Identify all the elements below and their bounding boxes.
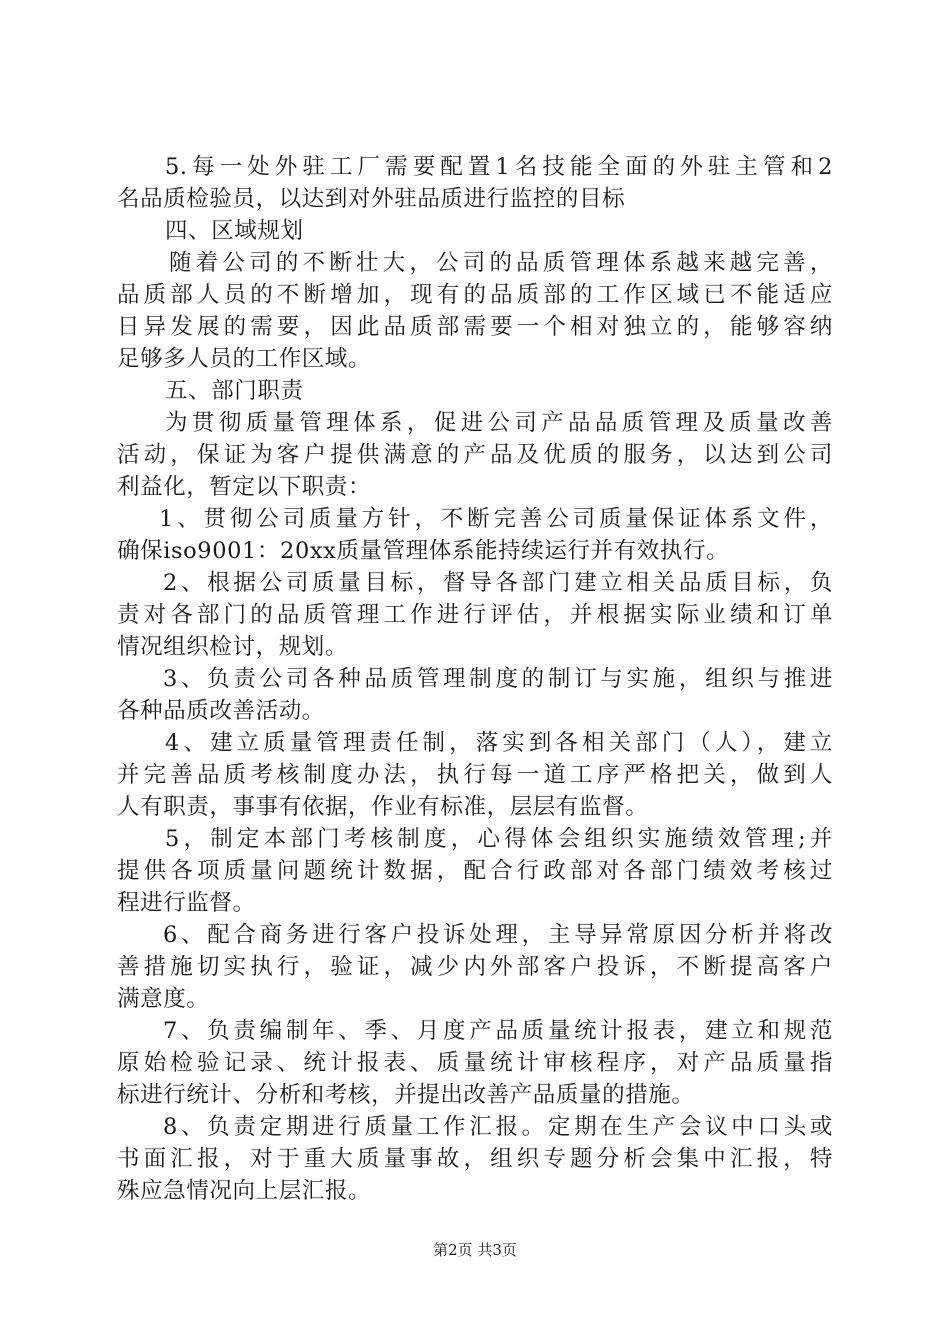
text-line: 书面汇报，对于重大质量事故，组织专题分析会集中汇报，特 (117, 1146, 833, 1172)
text-line: 3、负责公司各种品质管理制度的制订与实施，组织与推进 (163, 666, 833, 692)
text-line: 足够多人员的工作区域。 (117, 346, 372, 372)
paragraph-h4 (117, 215, 833, 247)
paragraph-i7 (117, 1015, 833, 1111)
text-line: 殊应急情况向上层汇报。 (117, 1178, 372, 1204)
paragraph-p1 (117, 151, 833, 215)
text-line: 程进行监督。 (117, 890, 256, 916)
document-body (117, 151, 833, 1207)
text-line: 6、配合商务进行客户投诉处理，主导异常原因分析并将改 (163, 922, 833, 948)
text-line: 名品质检验员，以达到对外驻品质进行监控的目标 (117, 186, 626, 212)
text-line: 8、负责定期进行质量工作汇报。定期在生产会议中口头或 (163, 1114, 833, 1140)
paragraph-i5 (117, 823, 833, 919)
text-line: 2、根据公司质量目标，督导各部门建立相关品质目标，负 (163, 570, 833, 596)
text-line: 各种品质改善活动。 (117, 698, 325, 724)
text-line: 1、贯彻公司质量方针，不断完善公司质量保证体系文件， (159, 506, 833, 532)
paragraph-i8 (117, 1111, 833, 1207)
text-line: 5.每一处外驻工厂需要配置1名技能全面的外驻主管和2 (165, 154, 833, 180)
paragraph-i4 (117, 727, 833, 823)
text-line: 为贯彻质量管理体系，促进公司产品品质管理及质量改善 (165, 410, 833, 436)
text-line: 满意度。 (117, 986, 210, 1012)
text-line: 责对各部门的品质管理工作进行评估，并根据实际业绩和订单 (117, 602, 833, 628)
paragraph-i3 (117, 663, 833, 727)
text-line: 品质部人员的不断增加，现有的品质部的工作区域已不能适应 (117, 282, 833, 308)
text-line: 善措施切实执行，验证，减少内外部客户投诉，不断提高客户 (117, 954, 833, 980)
text-line: 情况组织检讨，规划。 (117, 634, 349, 660)
paragraph-p3 (117, 407, 833, 503)
text-line: 日异发展的需要，因此品质部需要一个相对独立的，能够容纳 (117, 314, 833, 340)
page-footer: 第2页 共3页 (433, 1241, 517, 1259)
text-line: 五、部门职责 (165, 378, 304, 404)
text-line: 人有职责，事事有依据，作业有标准，层层有监督。 (117, 794, 649, 820)
text-line: 四、区域规划 (165, 218, 304, 244)
paragraph-i2 (117, 567, 833, 663)
text-line: 提供各项质量问题统计数据，配合行政部对各部门绩效考核过 (117, 858, 833, 884)
text-line: 利益化，暂定以下职责： (117, 474, 372, 500)
paragraph-i6 (117, 919, 833, 1015)
text-line: 随着公司的不断壮大，公司的品质管理体系越来越完善， (169, 250, 833, 276)
paragraph-h5 (117, 375, 833, 407)
text-line: 5，制定本部门考核制度，心得体会组织实施绩效管理;并 (165, 826, 833, 852)
text-line: 活动，保证为客户提供满意的产品及优质的服务，以达到公司 (117, 442, 833, 468)
text-line: 标进行统计、分析和考核，并提出改善产品质量的措施。 (117, 1082, 695, 1108)
paragraph-p2 (117, 247, 833, 375)
text-line: 4、建立质量管理责任制，落实到各相关部门（人），建立 (165, 730, 833, 756)
text-line: 7、负责编制年、季、月度产品质量统计报表，建立和规范 (163, 1018, 833, 1044)
text-line: 确保iso9001：20xx质量管理体系能持续运行并有效执行。 (117, 538, 730, 564)
paragraph-i1 (117, 503, 833, 567)
text-line: 并完善品质考核制度办法，执行每一道工序严格把关，做到人 (117, 762, 833, 788)
text-line: 原始检验记录、统计报表、质量统计审核程序，对产品质量指 (117, 1050, 833, 1076)
